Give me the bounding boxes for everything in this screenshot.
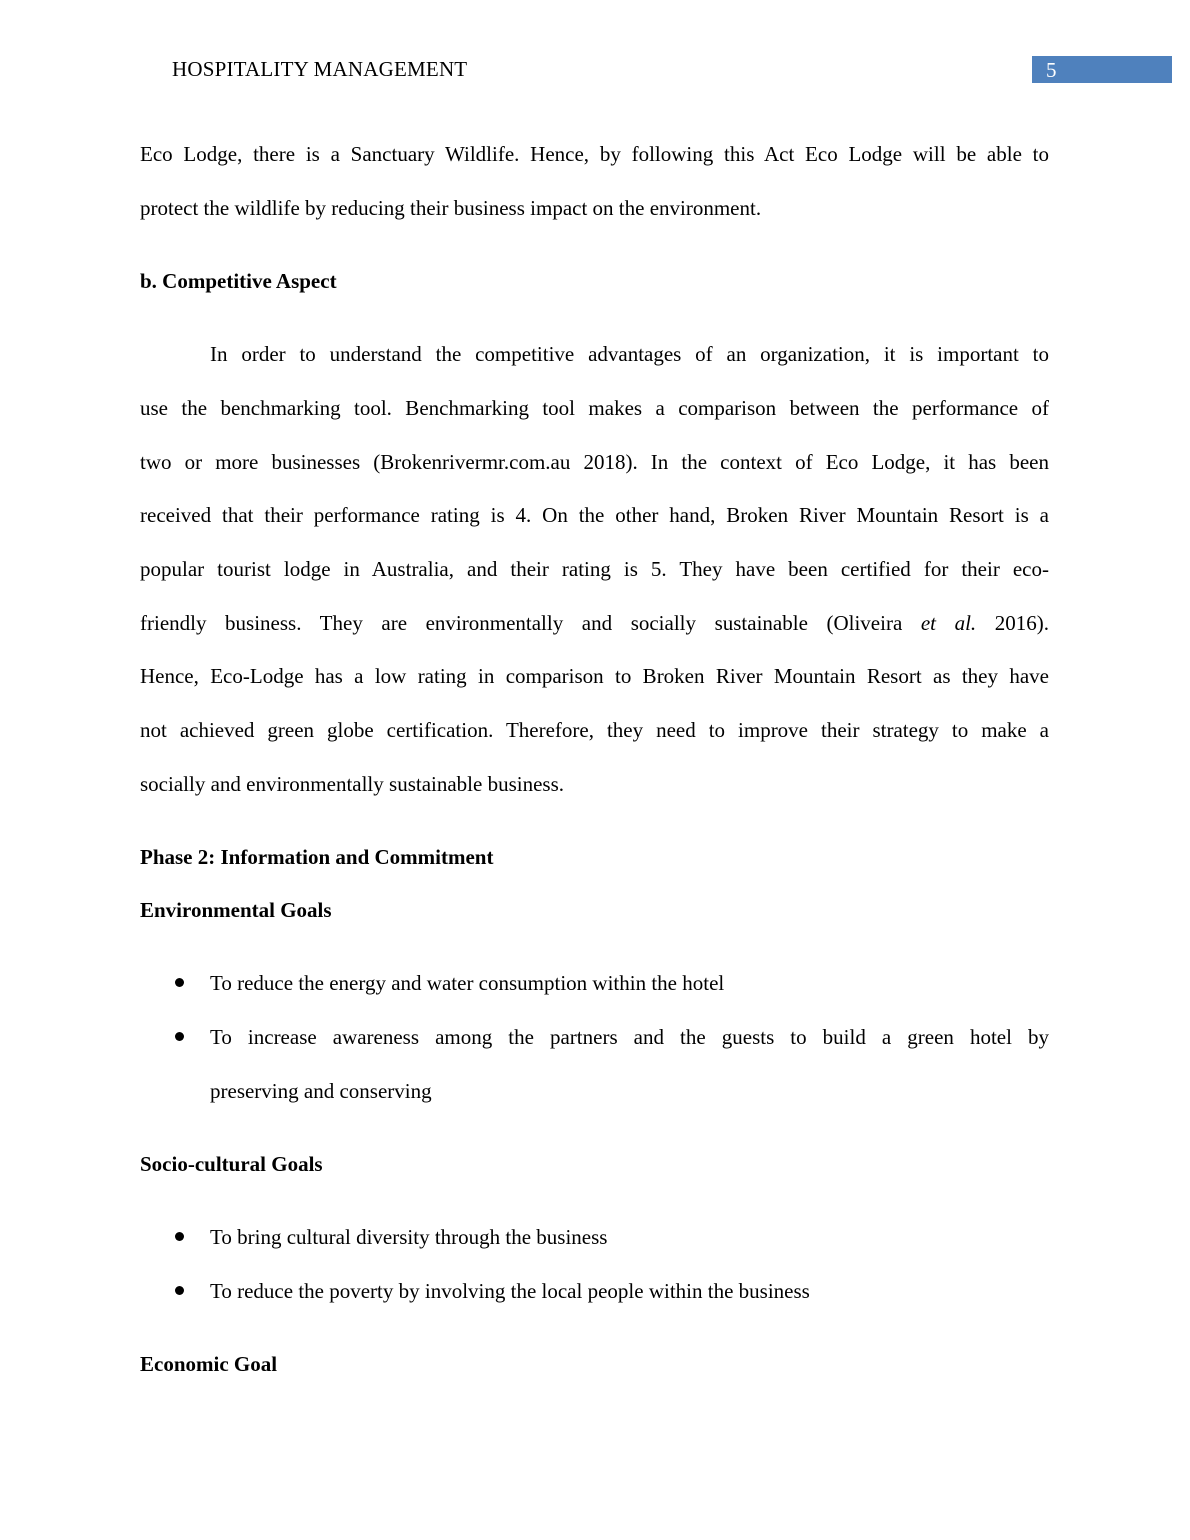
paragraph-line: socially and environmentally sustainable business. bbox=[140, 772, 564, 796]
paragraph-line: two or more businesses (Brokenrivermr.com.au 2018). In the context of Eco Lodge, it has been bbox=[140, 450, 1049, 474]
bullet-item: To increase awareness among the partners and the guests to build a green hotel by bbox=[210, 1025, 1049, 1049]
text-run: friendly business. They are environmentally and socially sustainable (Oliveira bbox=[140, 611, 903, 635]
bullet-item-continued: preserving and conserving bbox=[210, 1079, 432, 1103]
bullet-icon bbox=[175, 1232, 184, 1241]
section-heading: b. Competitive Aspect bbox=[140, 269, 337, 293]
bullet-item: To reduce the poverty by involving the local people within the business bbox=[210, 1279, 810, 1303]
bullet-icon bbox=[175, 1286, 184, 1295]
subsection-heading: Economic Goal bbox=[140, 1352, 278, 1376]
citation-et-al: et al. bbox=[920, 611, 977, 635]
subsection-heading: Socio-cultural Goals bbox=[140, 1152, 323, 1176]
page-number-badge bbox=[1032, 56, 1172, 83]
running-header: HOSPITALITY MANAGEMENT bbox=[172, 57, 468, 81]
paragraph-line: protect the wildlife by reducing their business impact on the environment. bbox=[140, 196, 762, 220]
bullet-icon bbox=[175, 978, 184, 987]
paragraph-line: Hence, Eco-Lodge has a low rating in comparison to Broken River Mountain Resort as they have bbox=[140, 664, 1049, 688]
bullet-item: To bring cultural diversity through the business bbox=[210, 1225, 608, 1249]
paragraph-line: received that their performance rating is 4. On the other hand, Broken River Mountain Resort is a bbox=[140, 503, 1049, 527]
subsection-heading: Environmental Goals bbox=[140, 898, 332, 922]
bullet-item: To reduce the energy and water consumption within the hotel bbox=[210, 971, 725, 995]
paragraph-line: not achieved green globe certification. Therefore, they need to improve their strategy to make a bbox=[140, 718, 1049, 742]
text-run: 2016). bbox=[994, 611, 1050, 635]
bullet-icon bbox=[175, 1032, 184, 1041]
section-heading: Phase 2: Information and Commitment bbox=[140, 845, 494, 869]
paragraph-line: popular tourist lodge in Australia, and their rating is 5. They have been certified for their eco- bbox=[140, 557, 1049, 581]
paragraph-line: Eco Lodge, there is a Sanctuary Wildlife. Hence, by following this Act Eco Lodge will be able to bbox=[140, 142, 1049, 166]
paragraph-line bbox=[140, 608, 1049, 638]
paragraph-line: In order to understand the competitive advantages of an organization, it is important to bbox=[210, 342, 1049, 366]
page-number: 5 bbox=[1046, 58, 1057, 82]
paragraph-line: use the benchmarking tool. Benchmarking tool makes a comparison between the performance of bbox=[140, 396, 1049, 420]
